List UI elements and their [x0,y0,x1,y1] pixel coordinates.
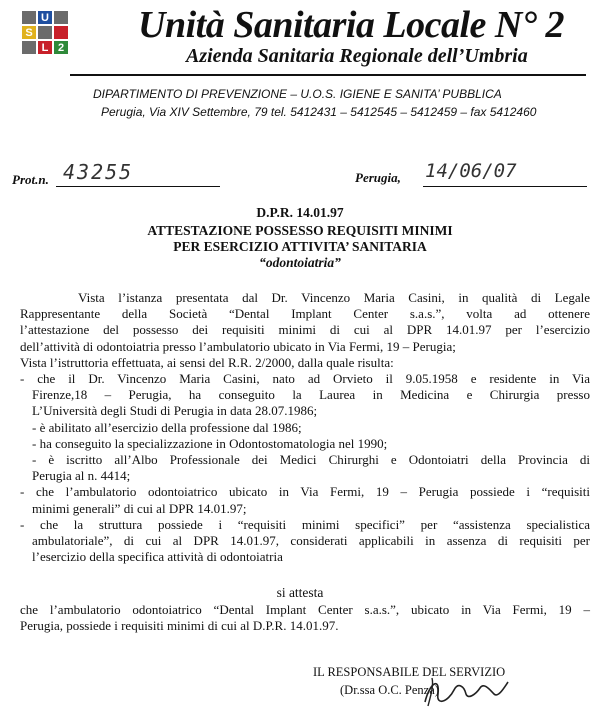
document-date: 14/06/07 [425,160,517,182]
paragraph-line: che l’ambulatorio odontoiatrico “Dental Implant Center s.a.s.”, ubicato in Via Fermi, 19 – [20,602,590,617]
logo-cell [53,25,69,40]
si-attesta: si attesta [276,585,324,600]
list-item-line: ambulatoriale”, di cui al DPR 14.01.97, considerati applicabili in assenza di requisiti per [32,533,590,549]
logo-letter-2: 2 [53,40,69,55]
protocol-number: 43255 [63,160,134,184]
letterhead-subtitle: Azienda Sanitaria Regionale dell’Umbria [186,45,528,67]
list-item-line: - che il Dr. Vincenzo Maria Casini, nato ad Orvieto il 9.05.1958 e residente in Via [20,371,590,387]
address-line: Perugia, Via XIV Settembre, 79 tel. 5412431 – 5412545 – 5412459 – fax 5412460 [101,105,537,119]
paragraph-line: dell’attività di odontoiatria presso l’ambulatorio ubicato in Via Fermi, 19 – Perugia; [20,338,456,354]
protocol-label: Prot.n. [12,172,49,187]
paragraph-line: Vista l’istruttoria effettuata, ai sensi del R.R. 2/2000, dalla quale risulta: [20,354,394,370]
paragraph-line: Perugia, possiede i requisiti minimi di cui al D.P.R. 14.01.97. [20,618,339,634]
logo-cell [21,40,37,55]
list-item-line: l’esercizio della specifica attività di odontoiatria [32,549,283,565]
department-line: DIPARTIMENTO DI PREVENZIONE – U.O.S. IGIENE E SANITA’ PUBBLICA [93,87,502,101]
list-item-line: L’Università degli Studi di Perugia in data 28.07.1986; [32,403,318,419]
logo-cell [53,10,69,25]
heading-line-1: ATTESTAZIONE POSSESSO REQUISITI MINIMI [147,223,453,238]
logo-letter-l: L [37,40,53,55]
logo-cell [21,10,37,25]
city-label: Perugia, [355,170,401,185]
list-item-line: - che la struttura possiede i “requisiti minimi specifici” per “assistenza specialistica [20,516,590,532]
list-item-line: - che l’ambulatorio odontoiatrico ubicato in Via Fermi, 19 – Perugia possiede i “requisiti [20,484,590,500]
logo-cell [37,25,53,40]
signatory-role: IL RESPONSABILE DEL SERVIZIO [313,665,506,679]
list-item-line: minimi generali” di cui al DPR 14.01.97; [32,500,247,516]
signatory-name: (Dr.ssa O.C. Penza) [340,683,439,697]
sub-item-line: - è iscritto all’Albo Professionale dei Medici Chirurghi e Odontoiatri della Provincia di [32,452,590,468]
paragraph-line: Vista l’istanza presentata dal Dr. Vincenzo Maria Casini, in qualità di Legale [78,290,590,305]
letterhead-title: Unità Sanitaria Locale N° 2 [138,4,565,46]
sub-item-line: - è abilitato all’esercizio della professione dal 1986; [32,419,302,435]
paragraph-line: Rappresentante della Società “Dental Implant Center s.a.s.”, volta ad ottenere [20,306,590,322]
usl-logo [21,10,69,56]
heading-line-2: PER ESERCIZIO ATTIVITA’ SANITARIA [173,239,427,254]
sub-item-line: - ha conseguito la specializzazione in Odontostomatologia nel 1990; [32,435,388,451]
logo-letter-u: U [37,10,53,25]
heading-specialty: “odontoiatria” [259,255,341,270]
body-text [20,290,590,565]
handwritten-signature [420,672,510,708]
paragraph-line: l’attestazione del possesso dei requisiti minimi di cui al DPR 14.01.97 per l’esercizio [20,322,590,338]
protocol-underline [56,186,220,187]
letterhead-divider [70,74,586,76]
logo-letter-s: S [21,25,37,40]
conclusion-text [20,602,590,634]
decree-reference: D.P.R. 14.01.97 [256,205,344,220]
date-underline [423,186,587,187]
list-item-line: Firenze,18 – Perugia, ha conseguito la Laurea in Medicina e Chirurgia presso [32,387,590,403]
sub-item-line: Perugia al n. 4414; [32,468,131,484]
